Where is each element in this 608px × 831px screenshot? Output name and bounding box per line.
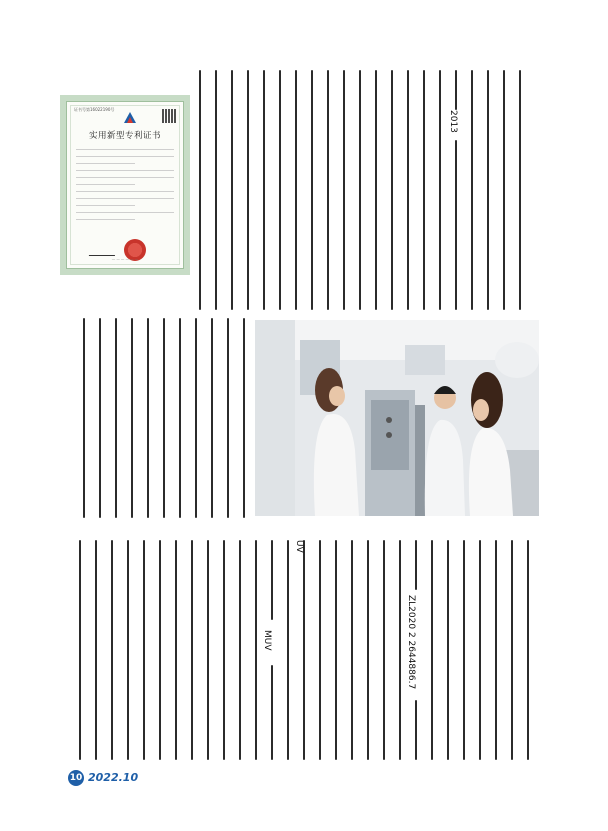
text-column bbox=[419, 70, 429, 310]
text-column bbox=[91, 540, 101, 760]
certificate-number: 证书号第16022190号 bbox=[74, 107, 115, 112]
text-column bbox=[507, 540, 517, 760]
text-column bbox=[515, 70, 525, 310]
text-column bbox=[403, 70, 413, 310]
text-column bbox=[111, 318, 121, 518]
text-column bbox=[467, 70, 477, 310]
text-column bbox=[187, 540, 197, 760]
text-column bbox=[203, 540, 213, 760]
text-column bbox=[323, 70, 333, 310]
certificate-title: 实用新型专利证书 bbox=[88, 131, 161, 141]
text-column bbox=[371, 70, 381, 310]
text-column bbox=[339, 70, 349, 310]
text-column bbox=[155, 540, 165, 760]
text-column bbox=[127, 318, 137, 518]
text-column bbox=[139, 540, 149, 760]
signature-mark bbox=[89, 247, 117, 256]
text-column bbox=[159, 318, 169, 518]
text-column bbox=[243, 70, 253, 310]
text-column bbox=[451, 140, 461, 310]
patent-number-text: ZL2020 2 2644886.7 bbox=[406, 595, 416, 690]
text-column bbox=[331, 540, 341, 760]
certificate-footer: — — — — — — bbox=[111, 257, 139, 261]
year-text: 2013 bbox=[448, 110, 458, 133]
text-column bbox=[107, 540, 117, 760]
text-column bbox=[443, 540, 453, 760]
text-column bbox=[347, 540, 357, 760]
text-column bbox=[79, 318, 89, 518]
text-column bbox=[387, 70, 397, 310]
patent-certificate-image bbox=[60, 95, 190, 275]
text-column bbox=[191, 318, 201, 518]
text-column bbox=[143, 318, 153, 518]
text-column bbox=[235, 540, 245, 760]
text-column bbox=[499, 70, 509, 310]
text-column bbox=[355, 70, 365, 310]
text-column bbox=[363, 540, 373, 760]
text-column bbox=[283, 540, 293, 760]
issue-date: 2022.10 bbox=[88, 771, 139, 784]
text-column bbox=[483, 70, 493, 310]
qr-code-icon bbox=[162, 109, 176, 123]
text-column bbox=[475, 540, 485, 760]
text-column bbox=[275, 70, 285, 310]
laboratory-scene bbox=[255, 320, 539, 516]
text-column bbox=[379, 540, 389, 760]
text-column bbox=[307, 70, 317, 310]
text-column bbox=[175, 318, 185, 518]
text-column bbox=[411, 540, 421, 590]
text-column bbox=[227, 70, 237, 310]
text-column bbox=[267, 540, 277, 620]
text-column bbox=[267, 665, 277, 760]
text-column bbox=[411, 700, 421, 760]
text-column bbox=[171, 540, 181, 760]
text-column bbox=[251, 540, 261, 760]
text-column bbox=[207, 318, 217, 518]
text-column bbox=[219, 540, 229, 760]
page-number: 10 bbox=[68, 770, 84, 786]
text-column bbox=[491, 540, 501, 760]
text-column bbox=[95, 318, 105, 518]
text-column bbox=[299, 540, 309, 760]
text-column bbox=[427, 540, 437, 760]
text-column bbox=[395, 540, 405, 760]
certificate-body-text bbox=[76, 143, 174, 226]
text-column bbox=[459, 540, 469, 760]
patent-office-logo-icon bbox=[122, 111, 138, 125]
text-column bbox=[123, 540, 133, 760]
text-column bbox=[315, 540, 325, 760]
muv-text: MUV bbox=[262, 630, 272, 651]
text-column bbox=[223, 318, 233, 518]
uv-text: UV bbox=[294, 540, 304, 553]
text-column bbox=[435, 70, 445, 310]
text-column bbox=[451, 70, 461, 110]
text-column bbox=[239, 318, 249, 518]
text-column bbox=[523, 540, 533, 760]
text-column bbox=[195, 70, 205, 310]
text-column bbox=[75, 540, 85, 760]
text-column bbox=[291, 70, 301, 310]
text-column bbox=[211, 70, 221, 310]
text-column bbox=[259, 70, 269, 310]
laboratory-photo bbox=[255, 320, 539, 516]
